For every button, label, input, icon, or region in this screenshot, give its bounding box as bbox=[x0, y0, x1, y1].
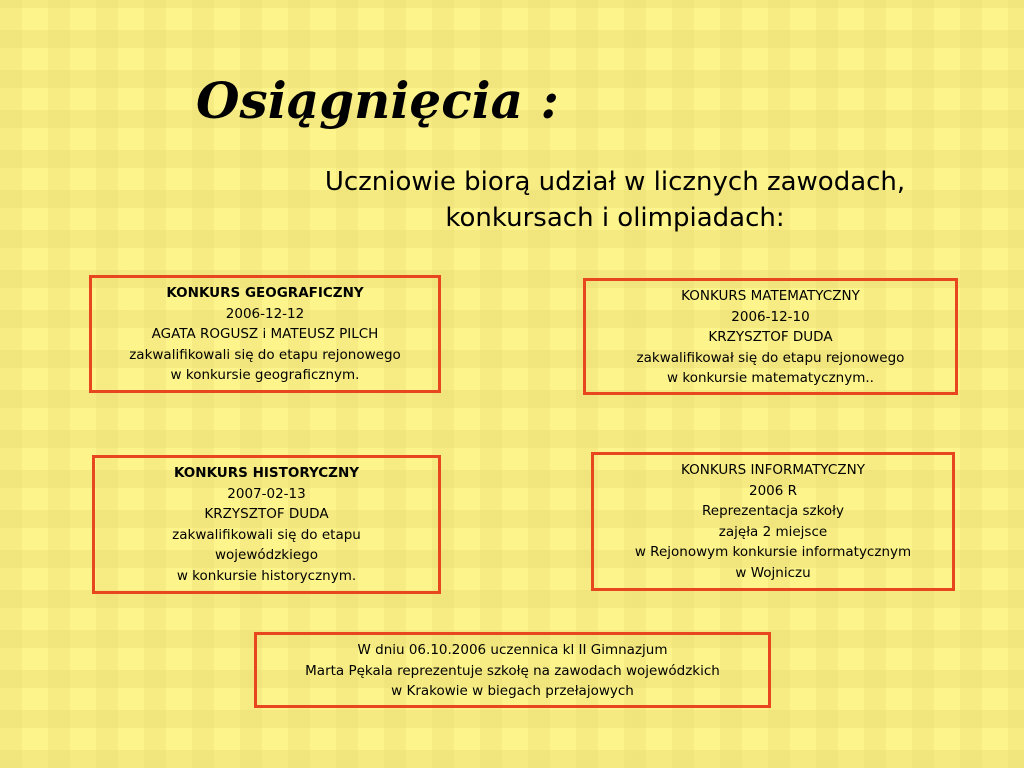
history-contest-box bbox=[92, 455, 441, 594]
box-heading: KONKURS INFORMATYCZNY bbox=[681, 462, 865, 478]
subtitle-line: Uczniowie biorą udział w licznych zawodach, bbox=[324, 167, 906, 197]
box-line: AGATA ROGUSZ i MATEUSZ PILCH bbox=[151, 326, 379, 342]
it-contest-box bbox=[591, 452, 955, 591]
box-line: zajęła 2 miejsce bbox=[718, 523, 828, 540]
box-line: KRZYSZTOF DUDA bbox=[204, 506, 329, 522]
box-heading: KONKURS HISTORYCZNY bbox=[173, 465, 360, 481]
box-line: Marta Pękala reprezentuje szkołę na zawodach wojewódzkich bbox=[305, 662, 720, 679]
box-line: w konkursie historycznym. bbox=[176, 567, 357, 584]
math-contest-box bbox=[583, 278, 958, 395]
box-line: w konkursie matematycznym.. bbox=[667, 370, 874, 386]
geography-contest-box bbox=[89, 275, 441, 393]
box-line: zakwalifikowali się do etapu rejonowego bbox=[129, 346, 401, 363]
box-line: zakwalifikowali się do etapu bbox=[172, 526, 361, 543]
box-line: 2006-12-12 bbox=[225, 305, 305, 322]
box-line: 2006-12-10 bbox=[731, 308, 810, 325]
box-line: Reprezentacja szkoły bbox=[701, 503, 844, 519]
subtitle-line: konkursach i olimpiadach: bbox=[445, 203, 785, 233]
box-line: w Wojniczu bbox=[735, 564, 811, 581]
box-line: 2007-02-13 bbox=[227, 485, 306, 502]
box-line: zakwalifikował się do etapu rejonowego bbox=[636, 349, 905, 366]
cross-country-box bbox=[254, 632, 771, 708]
page-title: Osiągnięcia : bbox=[196, 71, 559, 130]
box-line: w Rejonowym konkursie informatycznym bbox=[634, 544, 912, 560]
subtitle bbox=[240, 164, 990, 236]
box-line: KRZYSZTOF DUDA bbox=[708, 329, 833, 345]
box-heading: KONKURS GEOGRAFICZNY bbox=[166, 285, 364, 301]
box-line: W dniu 06.10.2006 uczennica kl II Gimnazjum bbox=[357, 642, 668, 658]
box-line: wojewódzkiego bbox=[214, 547, 319, 563]
box-heading: KONKURS MATEMATYCZNY bbox=[681, 288, 860, 304]
box-line: w Krakowie w biegach przełajowych bbox=[391, 683, 634, 699]
box-line: 2006 R bbox=[748, 482, 798, 499]
box-line: w konkursie geograficznym. bbox=[170, 367, 360, 383]
